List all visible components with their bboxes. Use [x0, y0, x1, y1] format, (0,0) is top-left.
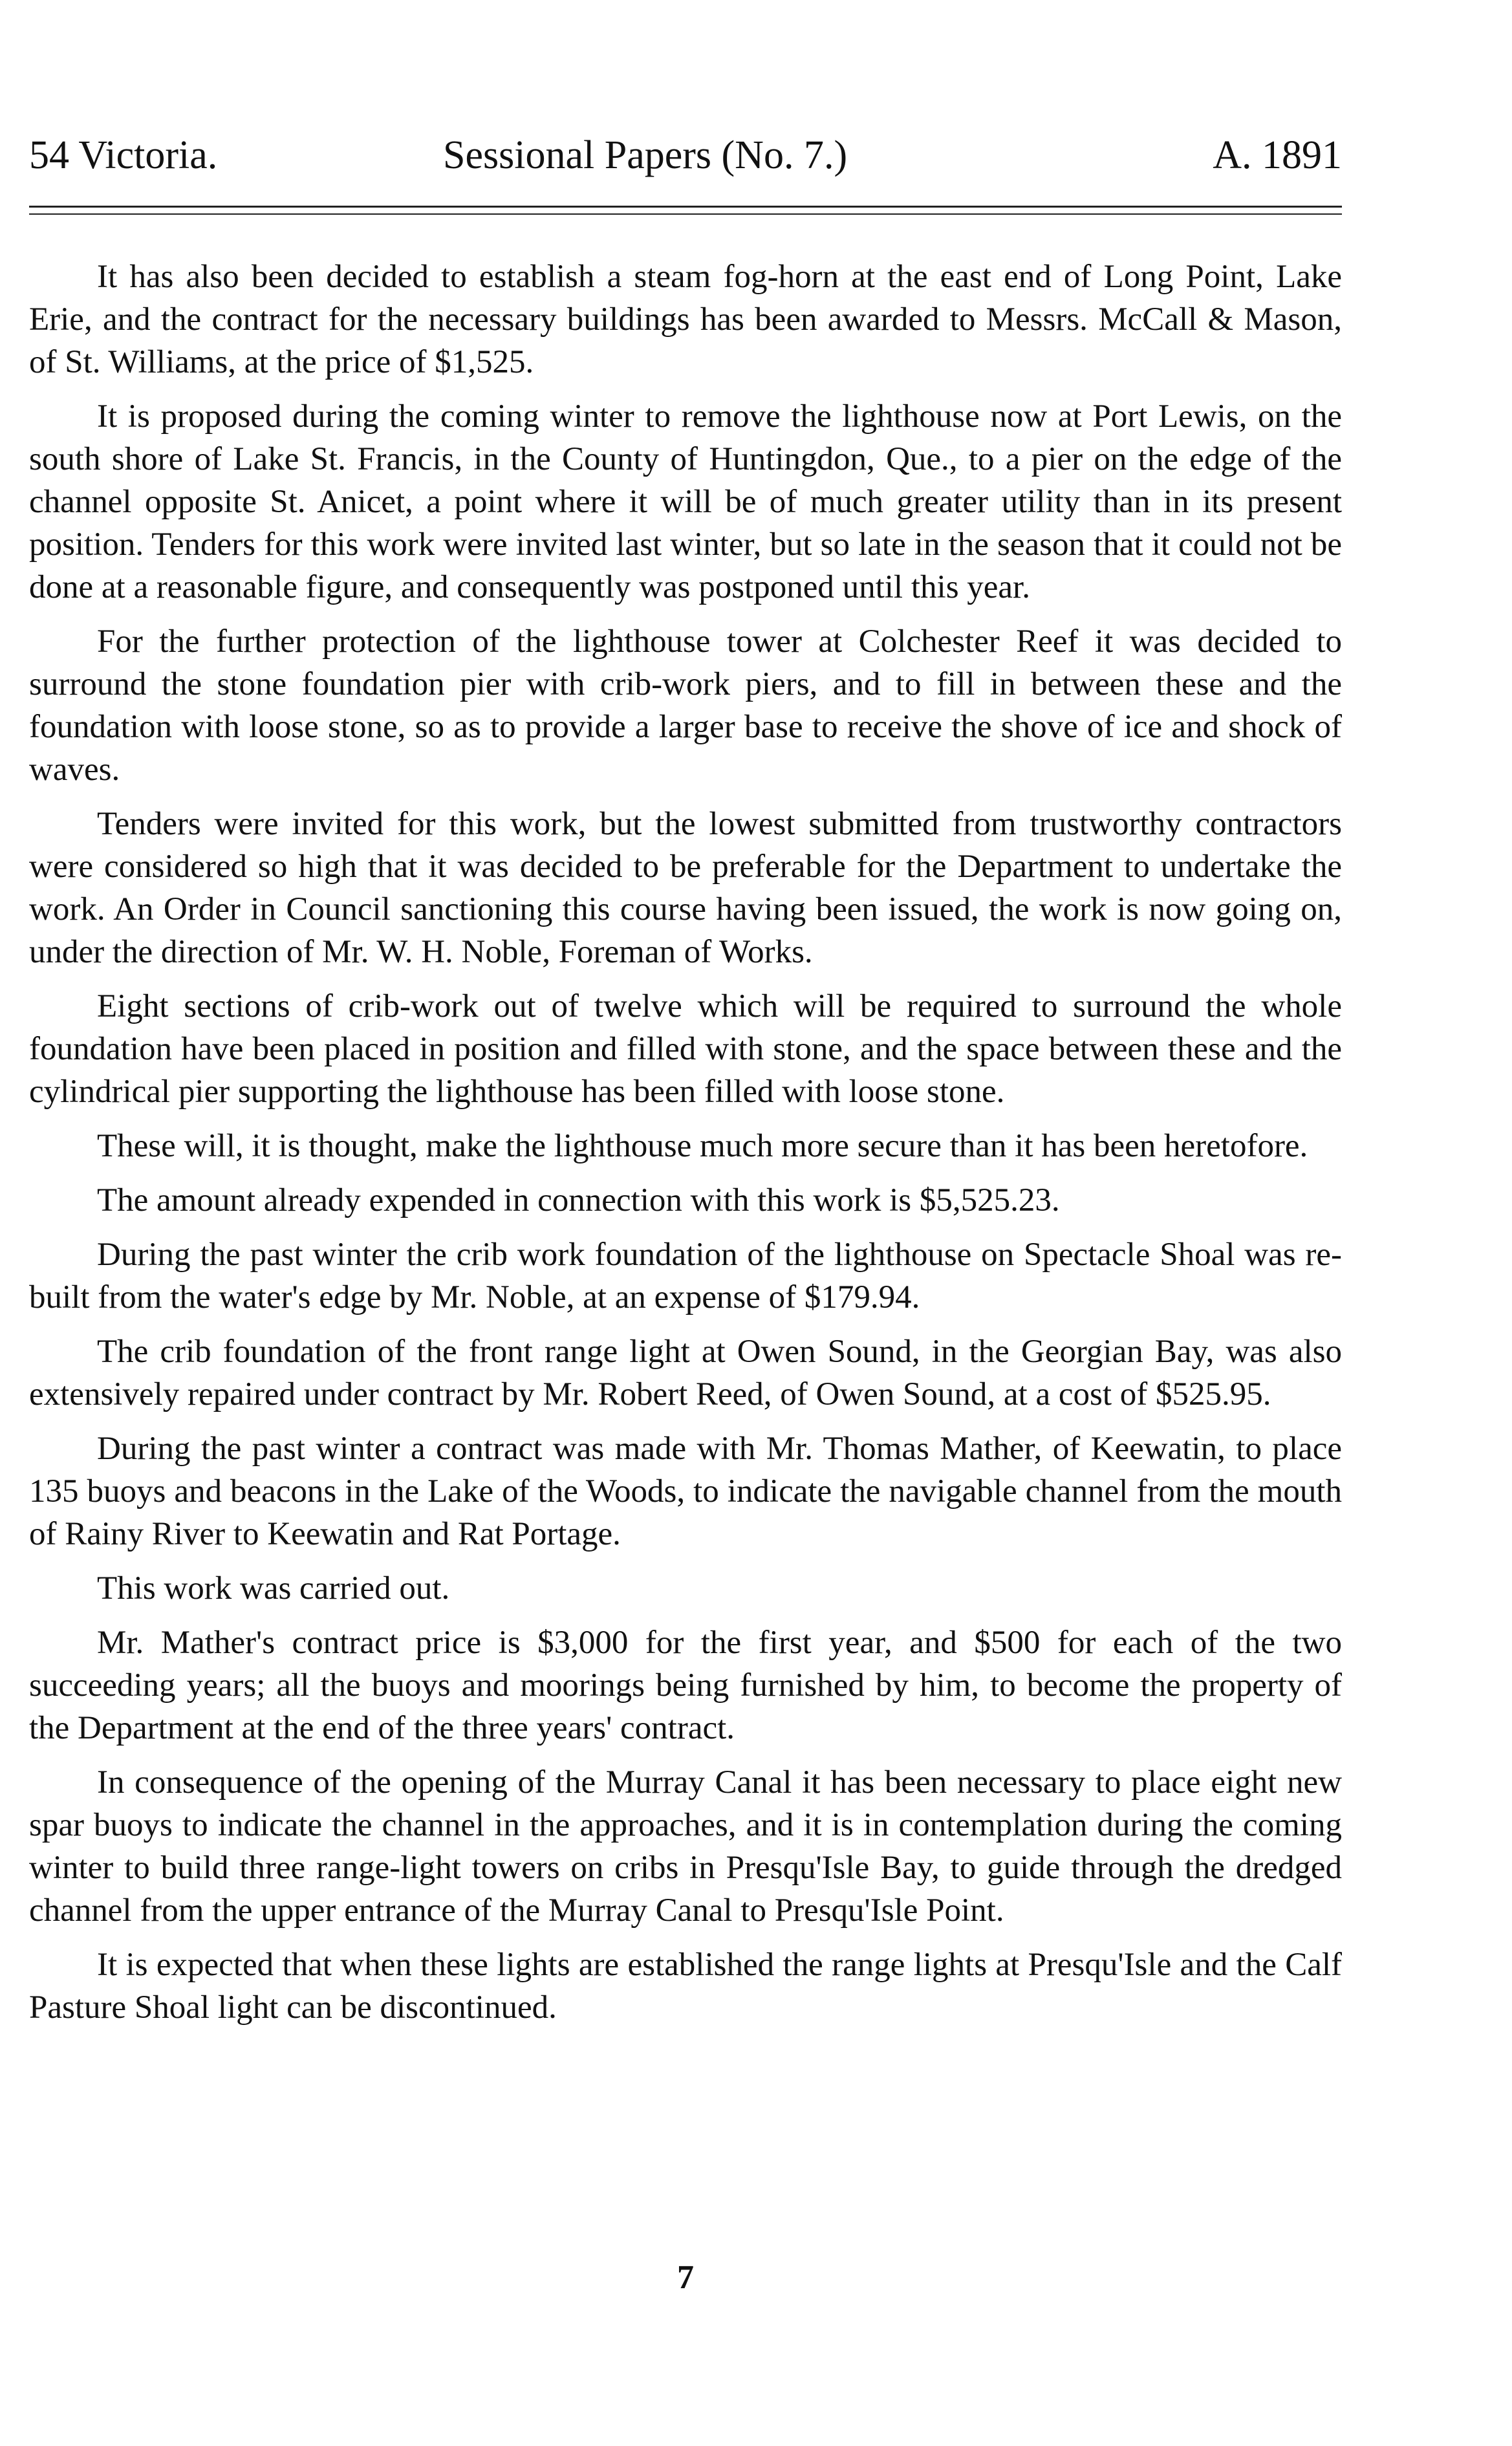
paragraph: The amount already expended in connection with this work is $5,525.23. — [97, 1182, 1060, 1218]
running-head — [29, 133, 1342, 178]
header-title: Sessional Papers (No. 7.) — [443, 133, 848, 177]
paragraph: In consequence of the opening of the Murray Canal it has been necessary to place eight new spar buoys to indicate the channel in the approaches, and it is in contemplation during the coming winter to build three range-light towers on cribs in Presqu'Isle Bay, to guide through the dredged channel from the upper entrance of the Murray Canal to Presqu'Isle Point. — [29, 1764, 1342, 1929]
header-rule-bottom — [29, 213, 1342, 215]
paragraph: The crib foundation of the front range light at Owen Sound, in the Georgian Bay, was also extensively repaired under contract by Mr. Robert Reed, of Owen Sound, at a cost of $525.95. — [29, 1334, 1342, 1412]
paragraph: It has also been decided to establish a steam fog-horn at the east end of Long Point, Lake Erie, and the contract for the necessary buildings has been awarded to Messrs. McCall & Mason, of St. Williams, at the price of $1,525. — [29, 259, 1342, 380]
page-number: 7 — [677, 2259, 694, 2296]
paragraph: It is proposed during the coming winter to remove the lighthouse now at Port Lewis, on the south shore of Lake St. Francis, in the County of Huntingdon, Que., to a pier on the edge of the channel opposite St. Anicet, a point where it will be of much greater utility than in its present position. Tenders for this work were invited last winter, but so late in the season that it could not be done at a reasonable figure, and consequently was postponed until this year. — [29, 398, 1342, 605]
paragraph: During the past winter the crib work foundation of the lighthouse on Spectacle Shoal was re-built from the water's edge by Mr. Noble, at an expense of $179.94. — [29, 1237, 1342, 1315]
header-year: A. 1891 — [1213, 133, 1342, 177]
paragraph: It is expected that when these lights are established the range lights at Presqu'Isle and the Calf Pasture Shoal light can be discontinued. — [29, 1947, 1342, 2026]
paragraph: Tenders were invited for this work, but the lowest submitted from trustworthy contractors were considered so high that it was decided to be preferable for the Department to undertake the work. An Order in Council sanctioning this course having been issued, the work is now going on, under the direction of Mr. W. H. Noble, Foreman of Works. — [29, 806, 1342, 970]
header-volume: 54 Victoria. — [29, 133, 218, 177]
document-page — [29, 0, 1342, 2446]
paragraph: These will, it is thought, make the lighthouse much more secure than it has been heretofore. — [97, 1128, 1308, 1164]
paragraph: This work was carried out. — [97, 1570, 450, 1607]
body-text — [29, 255, 1342, 2040]
paragraph: During the past winter a contract was made with Mr. Thomas Mather, of Keewatin, to place 135 buoys and beacons in the Lake of the Woods, to indicate the navigable channel from the mouth of Rainy River to Keewatin and Rat Portage. — [29, 1431, 1342, 1552]
header-rule-top — [29, 206, 1342, 208]
paragraph: Eight sections of crib-work out of twelve which will be required to surround the whole foundation have been placed in position and filled with stone, and the space between these and the cylindrical pier supporting the lighthouse has been filled with loose stone. — [29, 988, 1342, 1110]
paragraph: For the further protection of the lighthouse tower at Colchester Reef it was decided to surround the stone foundation pier with crib-work piers, and to fill in between these and the foundation with loose stone, so as to provide a larger base to receive the shove of ice and shock of waves. — [29, 623, 1342, 788]
paragraph: Mr. Mather's contract price is $3,000 for the first year, and $500 for each of the two succeeding years; all the buoys and moorings being furnished by him, to become the property of the Department at the end of the three years' contract. — [29, 1625, 1342, 1746]
